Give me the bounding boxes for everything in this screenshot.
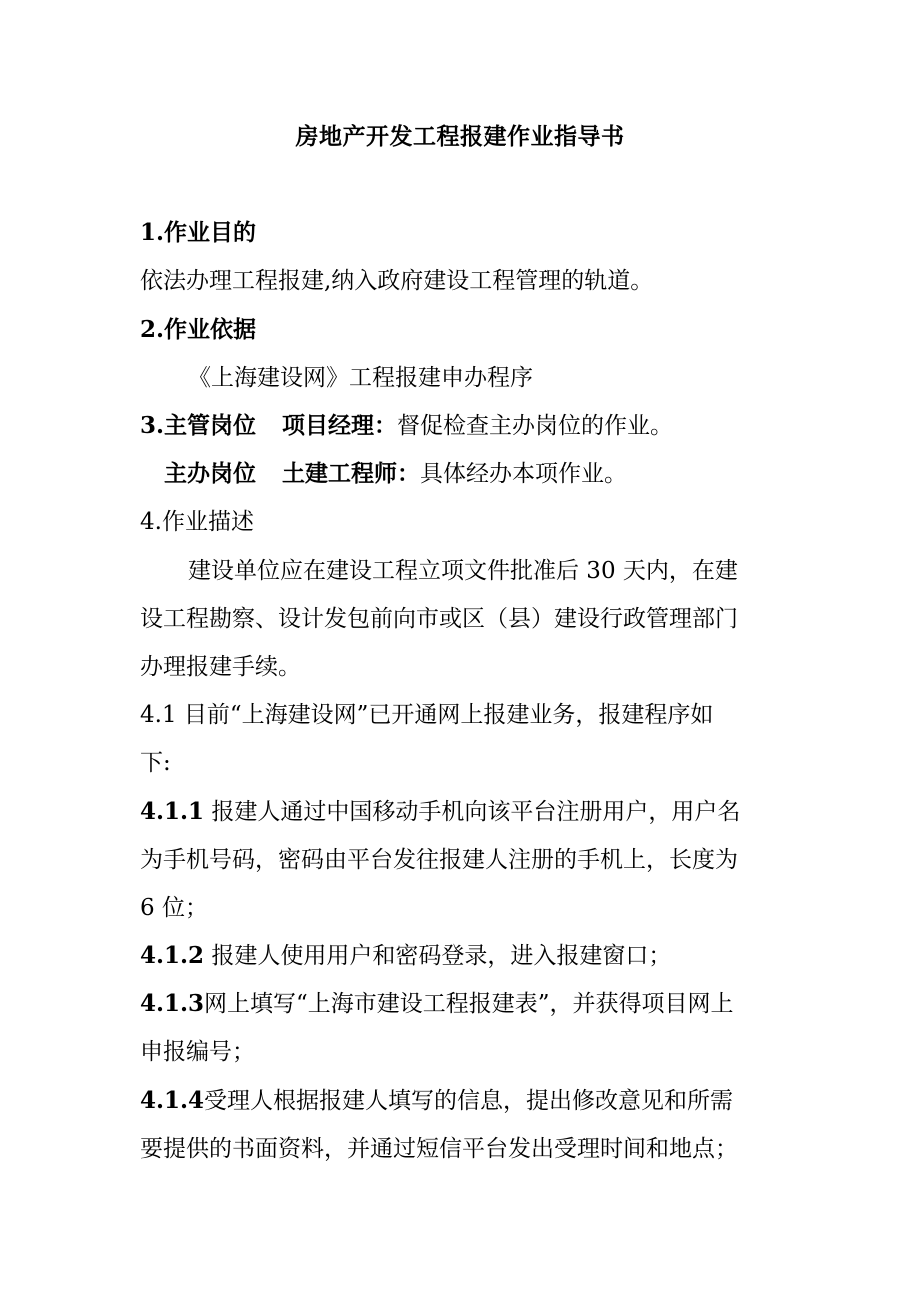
section-4-1-2-number: 4.1.2 [140, 942, 205, 969]
section-4-1-line: 下: [140, 750, 171, 776]
section-4-1-3-number: 4.1.3 [140, 990, 205, 1017]
role-1-text: 督促检查主办岗位的作业。 [397, 413, 674, 439]
section-4-1-1-line: 为手机号码，密码由平台发往报建人注册的手机上，长度为 [140, 847, 738, 873]
section-4-1-1-text: 报建人通过中国移动手机向该平台注册用户，用户名 [204, 799, 741, 825]
section-2-text: 《上海建设网》工程报建申办程序 [188, 365, 533, 391]
section-3-line-2 [164, 459, 627, 489]
section-4-1-4-text: 受理人根据报建人填写的信息，提出修改意见和所需 [204, 1088, 734, 1114]
section-4-para-line: 建设单位应在建设工程立项文件批准后 30 天内，在建 [188, 558, 738, 584]
section-4-para-line: 办理报建手续。 [140, 654, 301, 680]
role-1-label: 项目经理： [282, 412, 398, 439]
section-4-1-1-number: 4.1.1 [140, 798, 205, 825]
section-4-1-3-text: 网上填写“上海市建设工程报建表”，并获得项目网上 [204, 991, 734, 1017]
section-1-text: 依法办理工程报建,纳入政府建设工程管理的轨道。 [140, 268, 654, 294]
section-4-1-4-line: 要提供的书面资料，并通过短信平台发出受理时间和地点； [140, 1136, 738, 1162]
section-4-1-line: 4.1 目前“上海建设网”已开通网上报建业务，报建程序如 [140, 702, 714, 728]
section-4-1-1-line: 6 位； [140, 895, 208, 921]
section-2-heading: 2.作业依据 [140, 316, 257, 343]
section-4-1-3-line [140, 989, 734, 1019]
role-2-text: 具体经办本项作业。 [420, 461, 627, 487]
section-4-1-3-line: 申报编号； [140, 1039, 255, 1065]
section-4-1-4-number: 4.1.4 [140, 1087, 205, 1114]
section-4-1-1-line [140, 797, 740, 827]
section-4-1-2-text: 报建人使用用户和密码登录，进入报建窗口； [204, 943, 672, 969]
section-1-heading: 1.作业目的 [140, 219, 257, 246]
section-4-1-4-line [140, 1086, 733, 1116]
section-3-heading: 3.主管岗位 [140, 412, 257, 439]
role-2-label: 土建工程师： [282, 460, 420, 487]
section-4-1-2-line [140, 941, 671, 971]
section-3-subheading: 主办岗位 [164, 460, 256, 487]
section-4-para-line: 设工程勘察、设计发包前向市或区（县）建设行政管理部门 [140, 606, 738, 632]
document-title: 房地产开发工程报建作业指导书 [295, 123, 625, 150]
section-4-heading: 4.作业描述 [140, 509, 254, 535]
section-3-line-1 [140, 411, 673, 441]
